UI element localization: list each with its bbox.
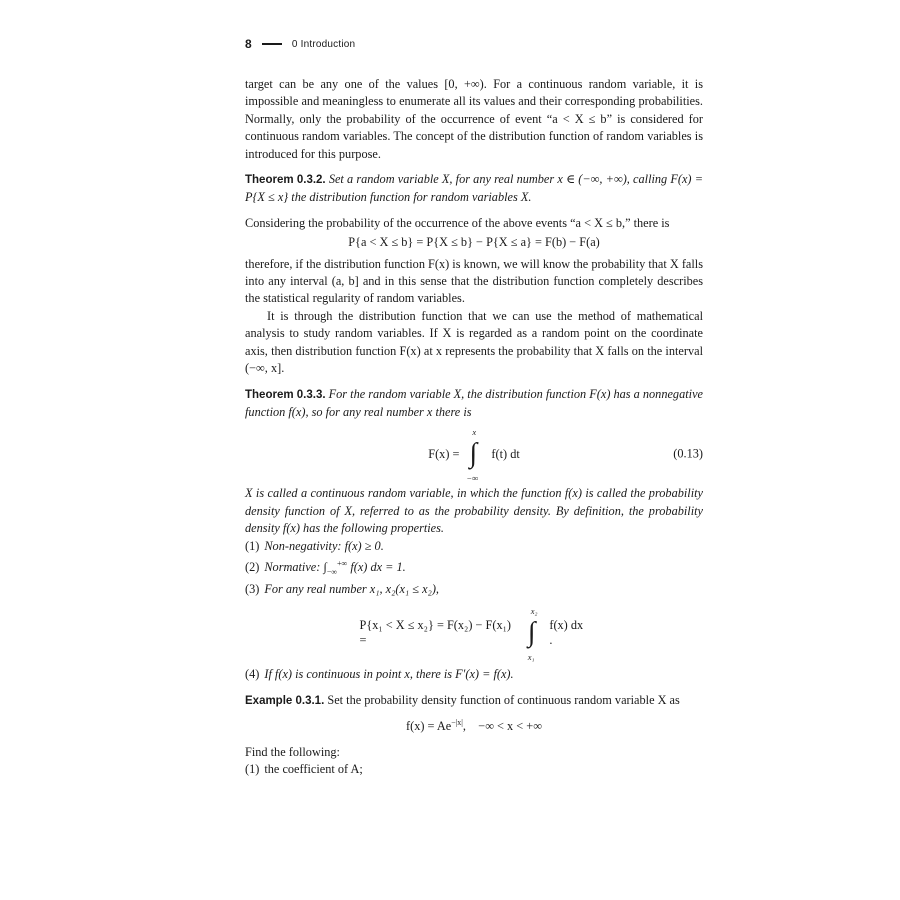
theorem-body: Set a random variable X, for any real number x ∈ (−∞, +∞), calling F(x) = P{X ≤ x} the distribution function for random variables X.	[245, 172, 703, 205]
integrand: f(t) dt	[491, 446, 520, 461]
example-body: Set the probability density function of continuous random variable X as	[327, 692, 680, 707]
theorem-body: For the random variable X, the distribution function F(x) has a nonnegative function f(x), so for any real number x there is	[245, 386, 703, 419]
property-4: (4) If f(x) is continuous in point x, there is F′(x) = f(x).	[245, 667, 514, 682]
equation-number: (0.13)	[673, 446, 703, 461]
integral-sign: x₂ ∫ x₁	[527, 606, 538, 663]
equation-lhs: P{x₁ < X ≤ x₂} = F(x₂) − F(x₁) =	[359, 618, 511, 648]
paragraph-analysis: It is through the distribution function that we can use the method of mathematical analysis to study random variables. If X is regarded as a random point on the coordinate axis, then distribution function F(x) at x represents the probability that X falls on the interval (−∞, x].	[245, 308, 703, 376]
paragraph-definition: X is called a continuous random variable, in which the function f(x) is called the probability density function of X, referred to as the probability density. By definition, the probability density f(x) has the following properties.	[245, 486, 703, 536]
paragraph-considering: Considering the probability of the occurrence of the above events “a < X ≤ b,” there is	[245, 215, 670, 230]
chapter-title: 0 Introduction	[291, 38, 356, 50]
property-3: (3) For any real number x₁, x₂(x₁ ≤ x₂),	[245, 581, 440, 596]
integral-lower-limit: x₁	[527, 652, 535, 663]
theorem-0-3-3	[245, 386, 703, 422]
running-head	[245, 30, 703, 58]
header-rule	[262, 43, 282, 45]
book-page	[245, 30, 703, 778]
integral-lower-limit: −∞	[466, 473, 479, 484]
integral-upper-limit: x₂	[530, 606, 538, 617]
equation-0-13	[245, 427, 703, 484]
equation-density: $f(x) = Ae^{-|x|}$, −∞ < x < +∞	[406, 718, 542, 734]
example-label: Example 0.3.1.	[245, 694, 325, 707]
paragraph-intro: target can be any one of the values [0, +∞). For a continuous random variable, it is impossible and meaningless to enumerate all its values and their corresponding probabilities. Normally, only the probability of the occurrence of event “a < X ≤ b” is considered for continuous random variables. The concept of the distribution function of random variables is introduced for this purpose.	[245, 77, 703, 161]
task-1: (1) the coefficient of A;	[245, 762, 363, 777]
property-2: (2) Normative: $\int_{-\infty}^{+\infty}$ f(x) dx = 1.	[245, 558, 406, 577]
paragraph-find: Find the following:	[245, 744, 340, 759]
page-number: 8	[245, 37, 252, 51]
equation-interval-probability: P{a < X ≤ b} = P{X ≤ b} − P{X ≤ a} = F(b) − F(a)	[348, 235, 600, 250]
example-0-3-1	[245, 692, 703, 710]
property-1: (1) Non-negativity: f(x) ≥ 0.	[245, 538, 384, 553]
equation-lhs: F(x) =	[428, 446, 460, 461]
integral-upper-limit: x	[472, 427, 477, 438]
theorem-label: Theorem 0.3.3.	[245, 388, 326, 401]
integrand: f(x) dx .	[549, 618, 584, 648]
integral-sign: x ∫ −∞	[466, 427, 479, 484]
theorem-0-3-2	[245, 171, 703, 207]
equation-interval-integral	[245, 604, 703, 662]
paragraph-therefore: therefore, if the distribution function F(x) is known, we will know the probability that X falls into any interval (a, b] and in this sense that the distribution function completely describes the statistical regularity of random variables.	[245, 256, 703, 306]
theorem-label: Theorem 0.3.2.	[245, 174, 326, 187]
